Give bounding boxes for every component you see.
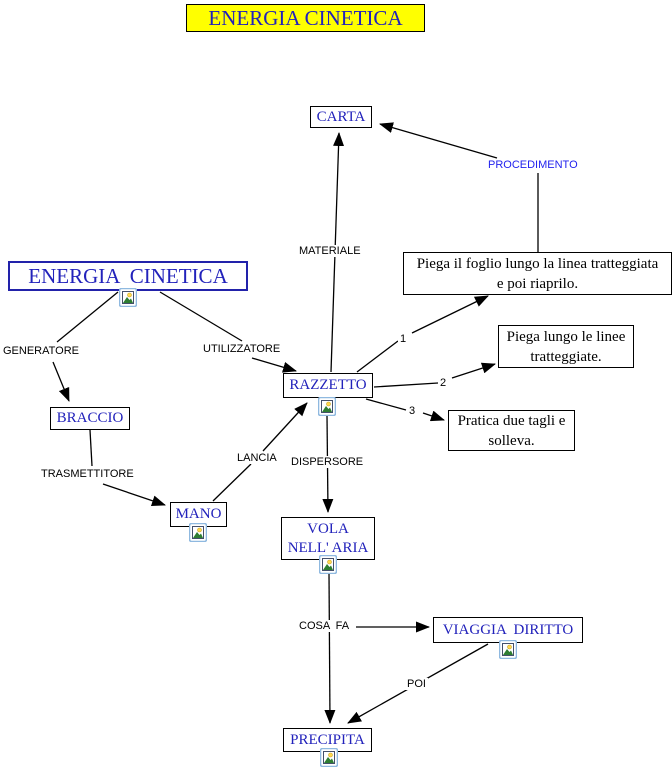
instruction-box-piega-linee[interactable] <box>498 325 634 368</box>
link-label-dispersore[interactable]: DISPERSORE <box>291 456 364 468</box>
node-energia-cinetica[interactable]: ENERGIA CINETICA <box>8 261 248 291</box>
node-mano[interactable]: MANO <box>170 502 227 527</box>
image-icon[interactable] <box>319 555 337 574</box>
link-label-lancia[interactable]: LANCIA <box>237 452 277 464</box>
link-label-cosa-fa[interactable]: COSA FA <box>299 620 350 632</box>
image-icon[interactable] <box>320 748 338 767</box>
link-label-number-2[interactable]: 2 <box>440 377 447 389</box>
link-label-utilizzatore[interactable]: UTILIZZATORE <box>203 343 281 355</box>
node-precipita[interactable]: PRECIPITA <box>283 728 372 752</box>
image-icon[interactable] <box>318 397 336 416</box>
map-title[interactable]: ENERGIA CINETICA <box>186 4 425 32</box>
link-label-generatore[interactable]: GENERATORE <box>3 345 79 357</box>
link-label-materiale[interactable]: MATERIALE <box>299 245 361 257</box>
node-viaggia-diritto[interactable]: VIAGGIA DIRITTO <box>433 617 583 643</box>
instruction-line: solleva. <box>488 432 535 449</box>
link-label-number-1[interactable]: 1 <box>400 333 407 345</box>
instruction-line: Piega il foglio lungo la linea tratteggiata <box>416 255 659 272</box>
link-label-poi[interactable]: POI <box>407 678 426 690</box>
node-vola-line2: NELL' ARIA <box>287 539 369 556</box>
node-vola-line1: VOLA <box>307 520 349 537</box>
instruction-line: tratteggiate. <box>530 348 602 365</box>
node-razzetto[interactable]: RAZZETTO <box>283 373 373 398</box>
link-label-trasmettitore[interactable]: TRASMETTITORE <box>41 468 134 480</box>
instruction-line: e poi riaprilo. <box>496 275 579 292</box>
image-icon[interactable] <box>189 523 207 542</box>
instruction-box-piega-foglio[interactable] <box>403 252 672 295</box>
node-vola-nell-aria[interactable] <box>281 517 375 560</box>
link-label-number-3[interactable]: 3 <box>409 405 416 417</box>
instruction-box-pratica-tagli[interactable] <box>448 410 575 451</box>
image-icon[interactable] <box>499 640 517 659</box>
link-label-procedimento[interactable]: PROCEDIMENTO <box>488 159 578 171</box>
instruction-line: Piega lungo le linee <box>506 328 626 345</box>
instruction-line: Pratica due tagli e <box>457 412 566 429</box>
node-carta[interactable]: CARTA <box>310 106 372 128</box>
node-braccio[interactable]: BRACCIO <box>50 407 130 430</box>
image-icon[interactable] <box>119 288 137 307</box>
